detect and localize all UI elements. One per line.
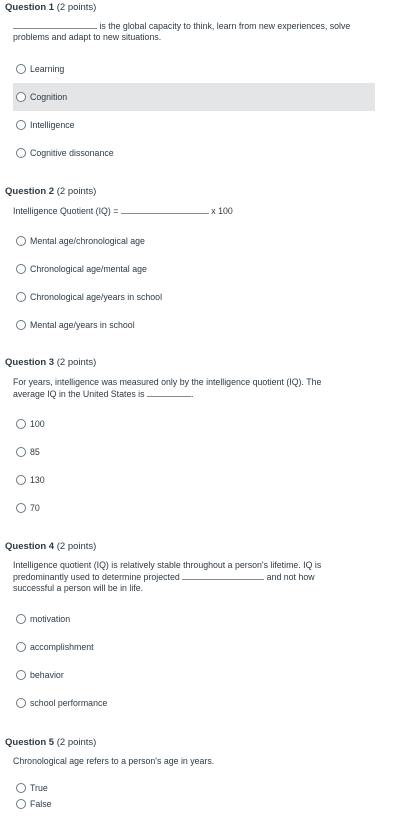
option-130[interactable]: [13, 466, 375, 494]
radio-button[interactable]: [16, 292, 26, 302]
option-label: Mental age/chronological age: [30, 236, 145, 246]
radio-button[interactable]: [16, 447, 26, 457]
option-label: accomplishment: [30, 642, 94, 652]
option-label: False: [30, 799, 52, 809]
option-label: Cognition: [30, 92, 68, 102]
question-4-stem: [13, 560, 378, 594]
option-label: Mental age/years in school: [30, 320, 135, 330]
question-number: Question 3: [5, 357, 55, 368]
radio-button[interactable]: [16, 148, 26, 158]
option-motivation[interactable]: [13, 605, 375, 633]
question-5-stem: [13, 756, 378, 767]
option-100[interactable]: [13, 410, 375, 438]
question-4-header: [5, 541, 96, 552]
radio-button[interactable]: [16, 264, 26, 274]
option-label: Cognitive dissonance: [30, 148, 114, 158]
radio-button[interactable]: [16, 783, 26, 793]
option-label: Learning: [30, 64, 65, 74]
question-2-stem: [13, 205, 378, 217]
radio-button[interactable]: [16, 92, 26, 102]
question-2-header: [5, 186, 96, 197]
stem-text: For years, intelligence was measured only by the intelligence quotient (IQ). The: [13, 377, 322, 387]
option-label: 130: [30, 475, 45, 485]
question-3-header: [5, 357, 96, 368]
option-cognitive-dissonance[interactable]: [13, 139, 375, 167]
option-label: 100: [30, 419, 45, 429]
option-chronological-age-years-in-school[interactable]: [13, 283, 375, 311]
option-behavior[interactable]: [13, 661, 375, 689]
option-label: Intelligence: [30, 120, 75, 130]
radio-button[interactable]: [16, 670, 26, 680]
question-1-header: [5, 2, 96, 13]
option-label: 85: [30, 447, 40, 457]
question-number: Question 5: [5, 737, 55, 748]
question-1-stem: [13, 20, 378, 43]
radio-button[interactable]: [16, 64, 26, 74]
option-label: Chronological age/years in school: [30, 292, 163, 302]
option-label: True: [30, 783, 48, 793]
option-mental-age-years-in-school[interactable]: [13, 311, 375, 339]
radio-button[interactable]: [16, 698, 26, 708]
option-label: behavior: [30, 670, 64, 680]
stem-text: and not how: [266, 572, 315, 582]
question-points: (2 points): [56, 357, 97, 368]
question-number: Question 1: [5, 2, 55, 13]
question-3-stem: [13, 377, 378, 400]
question-points: (2 points): [56, 186, 97, 197]
option-cognition[interactable]: [13, 83, 375, 111]
radio-button[interactable]: [16, 419, 26, 429]
radio-button[interactable]: [16, 642, 26, 652]
stem-text: x 100: [211, 206, 233, 216]
question-points: (2 points): [56, 541, 97, 552]
stem-text: Intelligence Quotient (IQ) =: [13, 206, 119, 216]
fill-in-blank: [147, 388, 194, 399]
fill-in-blank: [13, 20, 97, 29]
question-points: (2 points): [56, 2, 97, 13]
option-false[interactable]: [13, 796, 375, 812]
question-5-header: [5, 737, 96, 748]
stem-text: .: [191, 389, 194, 399]
radio-button[interactable]: [16, 799, 26, 809]
option-chronological-age-mental-age[interactable]: [13, 255, 375, 283]
stem-text: is the global capacity to think, learn from new experiences, solve: [99, 21, 351, 31]
stem-text: predominantly used to determine projected: [13, 572, 180, 582]
stem-text: problems and adapt to new situations.: [13, 32, 162, 42]
radio-button[interactable]: [16, 475, 26, 485]
stem-text: Chronological age refers to a person's age in years.: [13, 756, 215, 766]
radio-button[interactable]: [16, 236, 26, 246]
option-85[interactable]: [13, 438, 375, 466]
option-70[interactable]: [13, 494, 375, 522]
option-label: school performance: [30, 698, 108, 708]
question-number: Question 2: [5, 186, 55, 197]
radio-button[interactable]: [16, 120, 26, 130]
stem-text: average IQ in the United States is: [13, 389, 145, 399]
stem-text: successful a person will be in life.: [13, 583, 144, 593]
option-label: 70: [30, 503, 40, 513]
question-points: (2 points): [56, 737, 97, 748]
option-accomplishment[interactable]: [13, 633, 375, 661]
option-true[interactable]: [13, 780, 375, 796]
option-school-performance[interactable]: [13, 689, 375, 717]
option-label: motivation: [30, 614, 71, 624]
stem-text: Intelligence quotient (IQ) is relatively stable throughout a person's lifetime. IQ is: [13, 560, 322, 570]
radio-button[interactable]: [16, 503, 26, 513]
option-mental-age-chronological-age[interactable]: [13, 227, 375, 255]
radio-button[interactable]: [16, 320, 26, 330]
option-learning[interactable]: [13, 55, 375, 83]
option-label: Chronological age/mental age: [30, 264, 147, 274]
fill-in-blank: [121, 205, 209, 214]
option-intelligence[interactable]: [13, 111, 375, 139]
question-number: Question 4: [5, 541, 55, 552]
radio-button[interactable]: [16, 614, 26, 624]
fill-in-blank: [182, 571, 264, 580]
